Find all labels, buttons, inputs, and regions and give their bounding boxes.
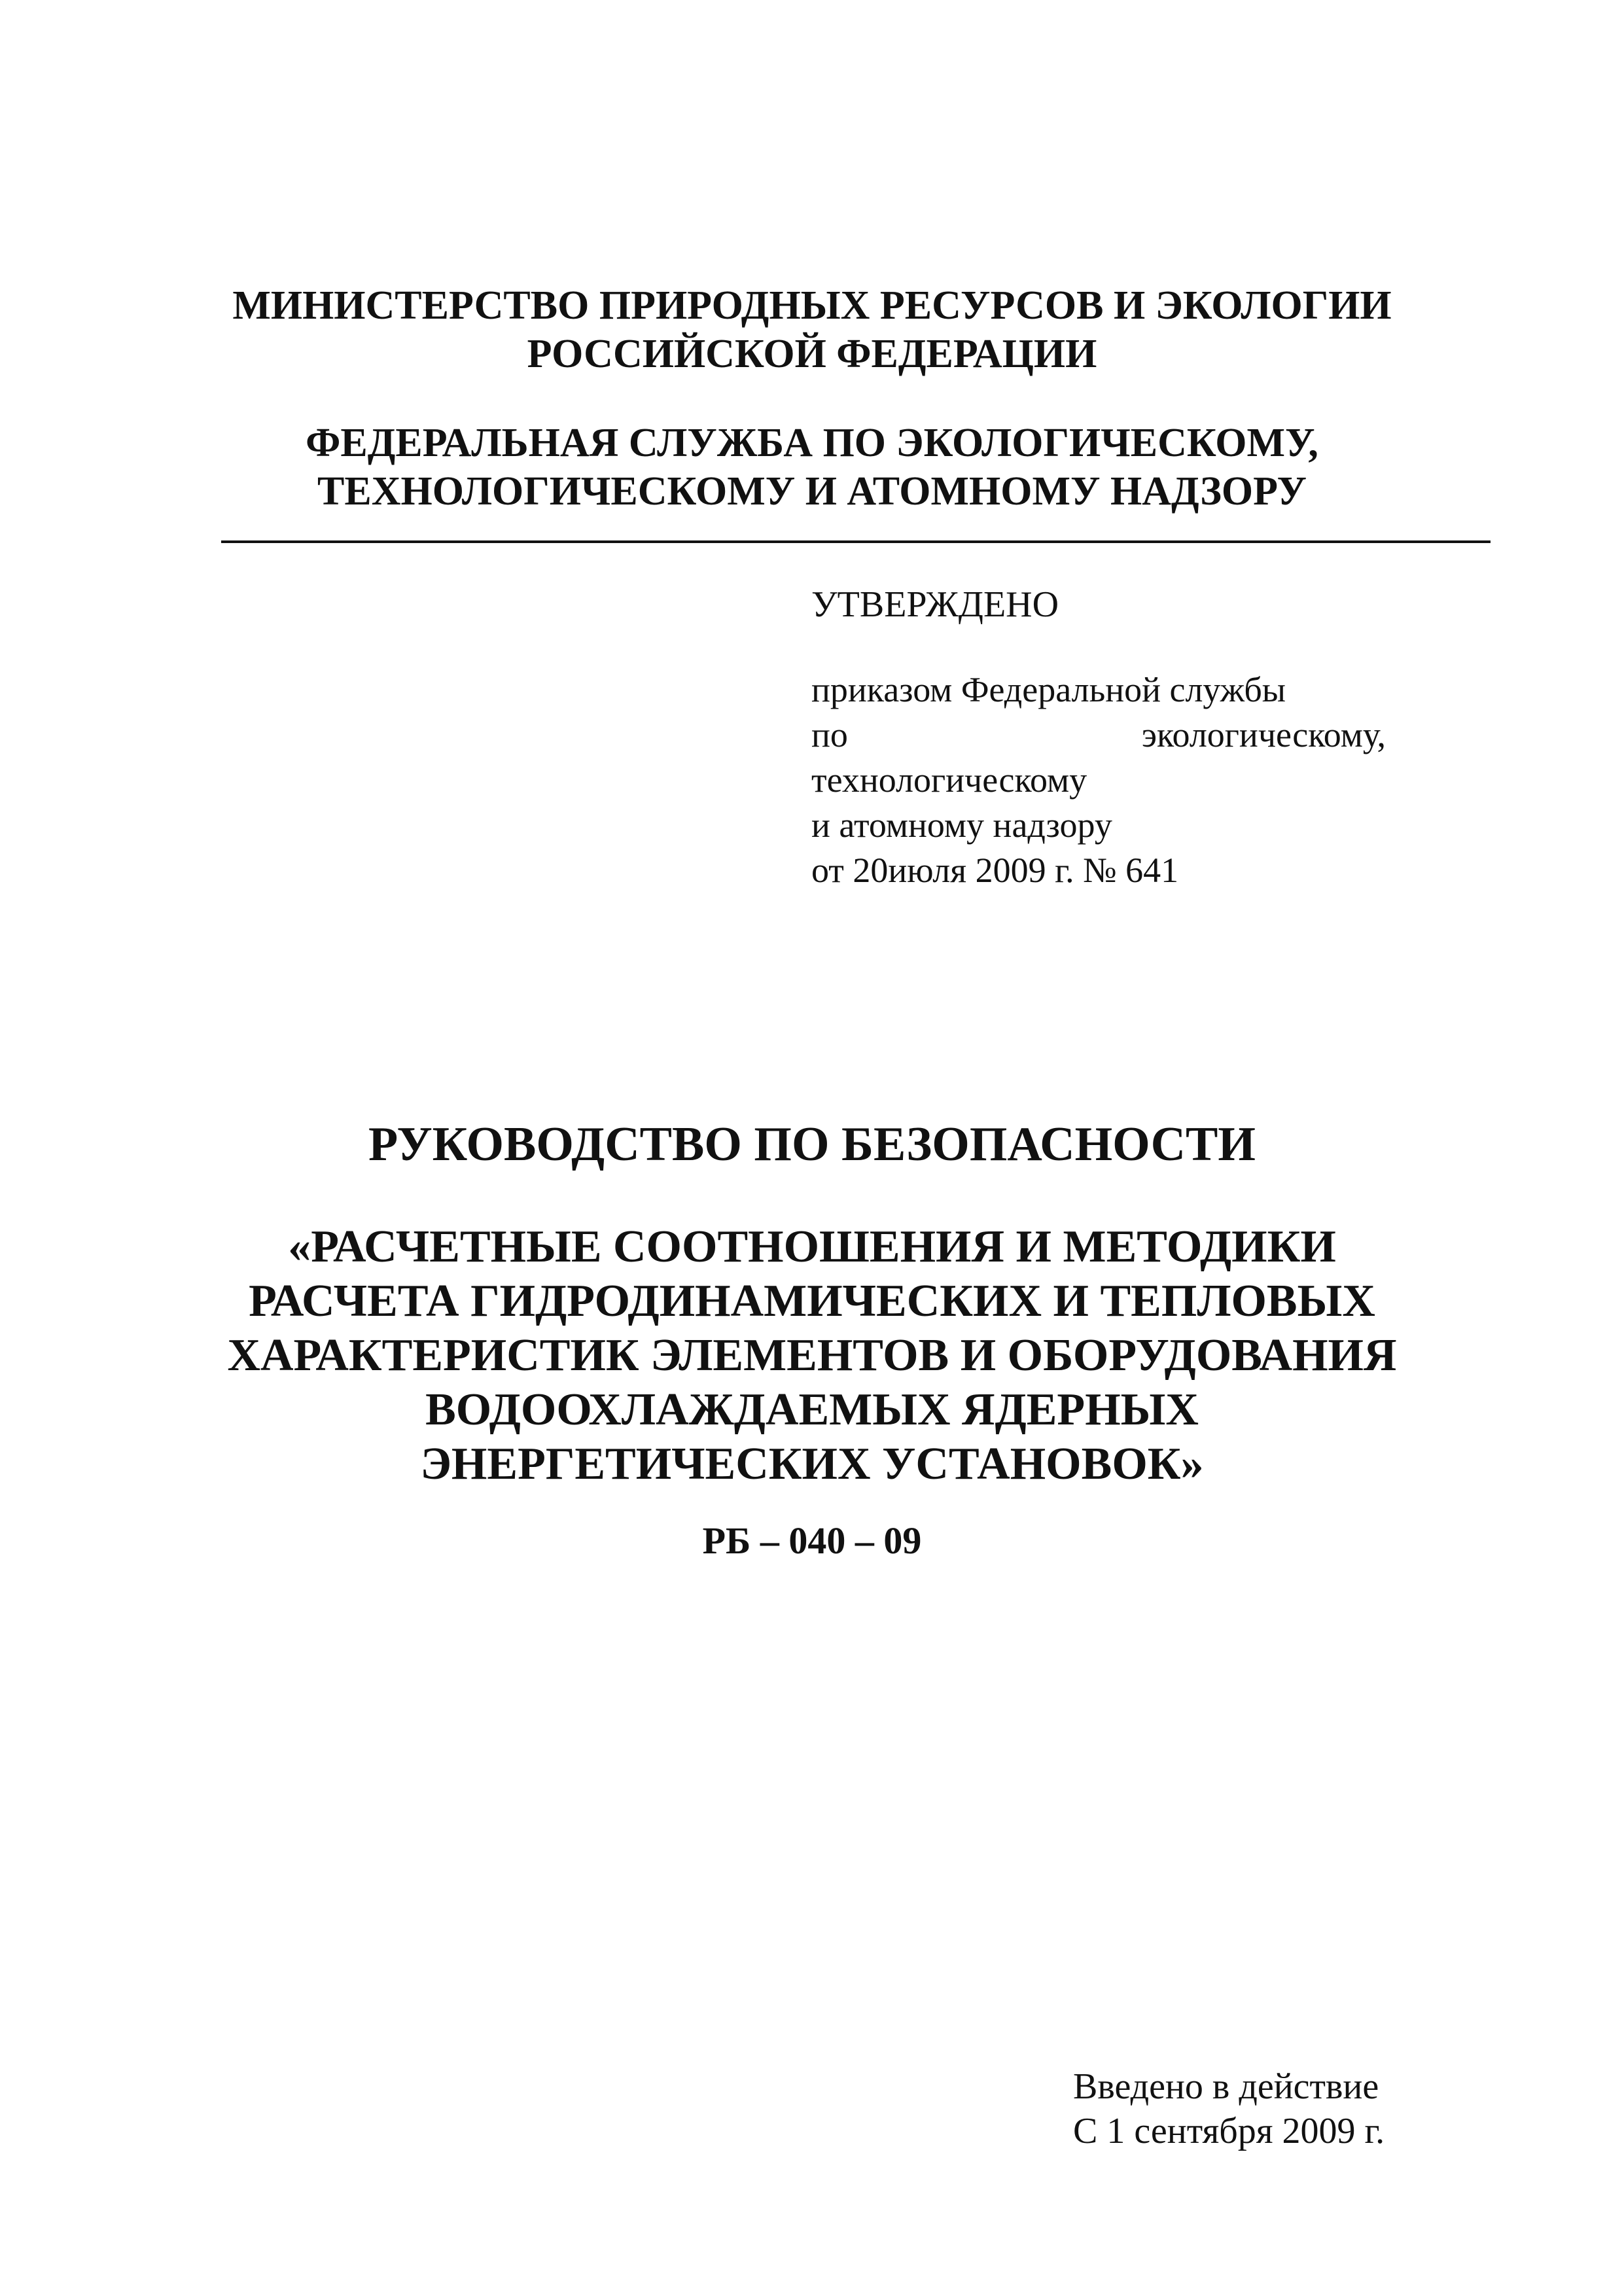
document-code: РБ – 040 – 09 xyxy=(702,1519,922,1562)
service-line: ТЕХНОЛОГИЧЕСКОМУ И АТОМНОМУ НАДЗОРУ xyxy=(317,469,1307,514)
document-type: РУКОВОДСТВО ПО БЕЗОПАСНОСТИ xyxy=(368,1118,1256,1171)
effective-line: С 1 сентября 2009 г. xyxy=(1073,2111,1385,2151)
ministry-line: МИНИСТЕРСТВО ПРИРОДНЫХ РЕСУРСОВ И ЭКОЛОГИИ xyxy=(232,283,1392,328)
order-line: и атомному надзору xyxy=(811,805,1112,845)
approval-order xyxy=(811,667,1386,893)
order-line-justified xyxy=(811,713,1386,758)
order-line: технологическому xyxy=(811,760,1087,800)
header-divider xyxy=(221,540,1491,543)
title-line: ХАРАКТЕРИСТИК ЭЛЕМЕНТОВ И ОБОРУДОВАНИЯ xyxy=(227,1330,1397,1381)
title-line: РАСЧЕТА ГИДРОДИНАМИЧЕСКИХ И ТЕПЛОВЫХ xyxy=(249,1276,1375,1326)
approval-heading: УТВЕРЖДЕНО xyxy=(811,584,1059,625)
title-line: «РАСЧЕТНЫЕ СООТНОШЕНИЯ И МЕТОДИКИ xyxy=(288,1222,1336,1272)
ministry-line: РОССИЙСКОЙ ФЕДЕРАЦИИ xyxy=(527,332,1097,376)
order-word: по xyxy=(811,715,848,754)
title-line: ЭНЕРГЕТИЧЕСКИХ УСТАНОВОК» xyxy=(420,1439,1204,1489)
title-line: ВОДООХЛАЖДАЕМЫХ ЯДЕРНЫХ xyxy=(425,1385,1199,1435)
ministry-heading xyxy=(158,281,1466,378)
document-title xyxy=(158,1220,1466,1491)
order-date-number: от 20июля 2009 г. № 641 xyxy=(811,851,1179,890)
effective-date xyxy=(1073,2064,1385,2153)
service-heading xyxy=(158,419,1466,516)
order-word: экологическому, xyxy=(1141,715,1386,754)
service-line: ФЕДЕРАЛЬНАЯ СЛУЖБА ПО ЭКОЛОГИЧЕСКОМУ, xyxy=(306,421,1318,465)
effective-line: Введено в действие xyxy=(1073,2066,1379,2107)
order-line: приказом Федеральной службы xyxy=(811,670,1286,709)
